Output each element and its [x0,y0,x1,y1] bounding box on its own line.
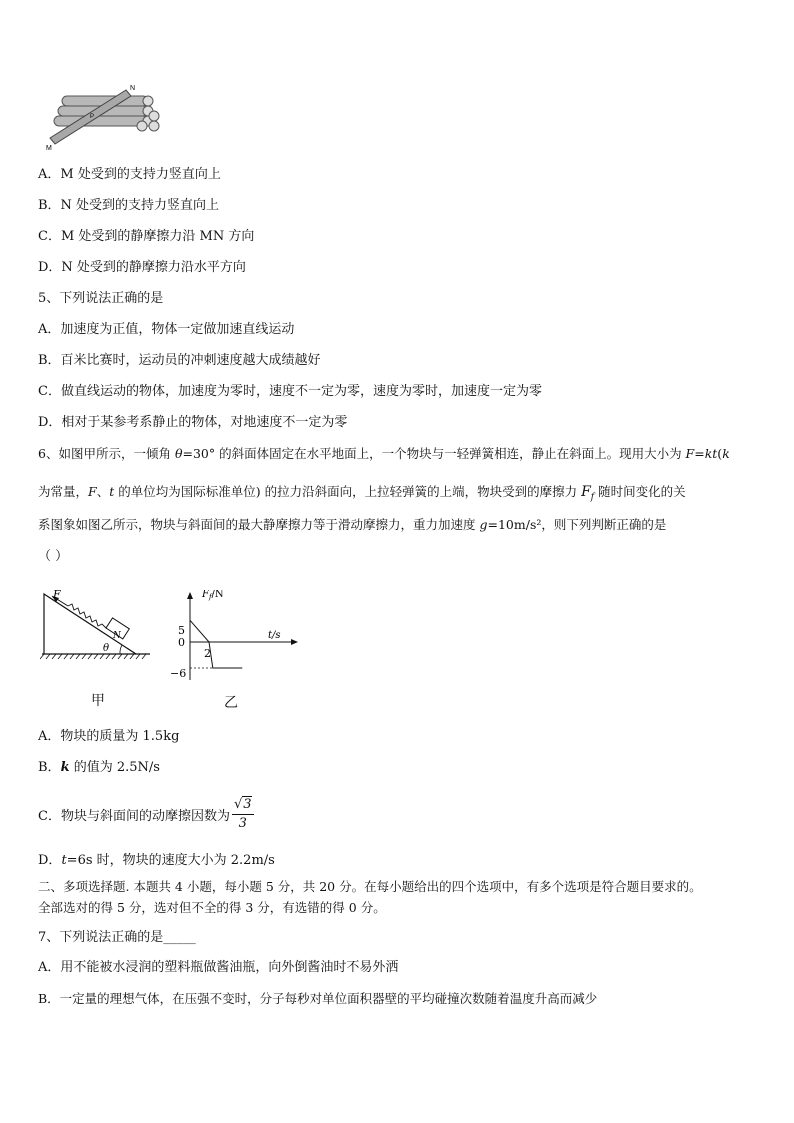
figure-yi-graph [168,590,298,682]
q6-option-b: B．k 的值为 2.5N/s [38,760,160,775]
log-3 [54,116,148,126]
log-end-4 [149,111,159,121]
x-axis-arrow [291,639,298,645]
q4-option-a: A．M 处受到的支持力竖直向上 [38,167,221,182]
theta-arc [120,645,122,654]
q4-option-d: D．N 处受到的静摩擦力沿水平方向 [38,260,246,275]
y-axis-label: $F_f/N$ [202,590,224,601]
figure-jia-incline [40,588,152,662]
q7-option-a: A．用不能被水浸润的塑料瓶做酱油瓶，向外倒酱油时不易外洒 [38,960,399,975]
figure-yi-caption: 乙 [224,695,238,711]
q6-stem-line1: 6、如图甲所示，一倾角 θ=30° 的斜面体固定在水平地面上，一个物块与一轻弹簧相连，静止在斜面上。现用大小为 F=kt(k [38,446,730,461]
q6-stem-line2: 为常量，F、t 的单位均为国际标准单位) 的拉力沿斜面向，上拉轻弹簧的上端，物块受到的摩擦力 $F_f$ 随时间变化的关 [38,484,686,503]
q6-option-d: D．t=6s 时，物块的速度大小为 2.2m/s [38,853,275,868]
y-tick-0: 0 [178,636,185,649]
q7-stem: 7、下列说法正确的是_____ [38,930,196,945]
label-m: M [46,145,52,152]
spring [68,604,106,628]
q5-option-a: A．加速度为正值，物体一定做加速直线运动 [38,322,295,337]
label-p: P [90,114,95,120]
ground-hatch [40,654,146,659]
q6-option-a: A．物块的质量为 1.5kg [38,729,180,744]
friction-series-line [190,620,242,668]
q6-stem-line4: （ ） [38,549,69,564]
log-end-1 [143,96,153,106]
q4-option-b: B．N 处受到的支持力竖直向上 [38,198,220,213]
q6-option-c: C．物块与斜面间的动摩擦因数为 $\frac{√3}{3}$ [38,797,252,831]
section2-line1: 二、多项选择题. 本题共 4 小题，每小题 5 分，共 20 分。在每小题给出的四个选项中，有多个选项是符合题目要求的。 [38,879,702,894]
force-label: F [53,588,61,601]
q5-option-b: B．百米比赛时，运动员的冲刺速度越大成绩越好 [38,353,321,368]
log-end-6 [149,121,159,131]
section2-line2: 全部选对的得 5 分，选对但不全的得 3 分，有选错的得 0 分。 [38,900,386,915]
figure-jia-caption: 甲 [91,693,105,709]
q7-option-b: B．一定量的理想气体，在压强不变时，分子每秒对单位面积器壁的平均碰撞次数随着温度升高而减少 [38,991,598,1006]
y-tick-5: 5 [178,624,185,637]
q4-option-c: C．M 处受到的静摩擦力沿 MN 方向 [38,229,255,244]
q5-option-c: C．做直线运动的物体，加速度为零时，速度不一定为零，速度为零时，加速度一定为零 [38,384,542,399]
theta-label: θ [103,643,110,654]
q5-option-d: D．相对于某参考系静止的物体，对地速度不一定为零 [38,415,348,430]
y-axis-arrow [187,592,193,599]
q6-stem-line3: 系图象如图乙所示，物块与斜面间的最大静摩擦力等于滑动摩擦力，重力加速度 g=10m/s²，则下列判断正确的是 [38,517,667,532]
y-tick-neg6: −6 [170,667,187,680]
fraction-sqrt3-over-3: $\frac{√3}{3}$ [233,797,252,831]
log-end-5 [137,121,147,131]
x-tick-2: 2 [204,647,211,660]
x-axis-label: t/s [268,630,281,641]
q5-stem: 5、下列说法正确的是 [38,291,164,306]
logs-figure [44,82,164,152]
label-n: N [130,85,136,92]
block-label: N [113,631,121,641]
